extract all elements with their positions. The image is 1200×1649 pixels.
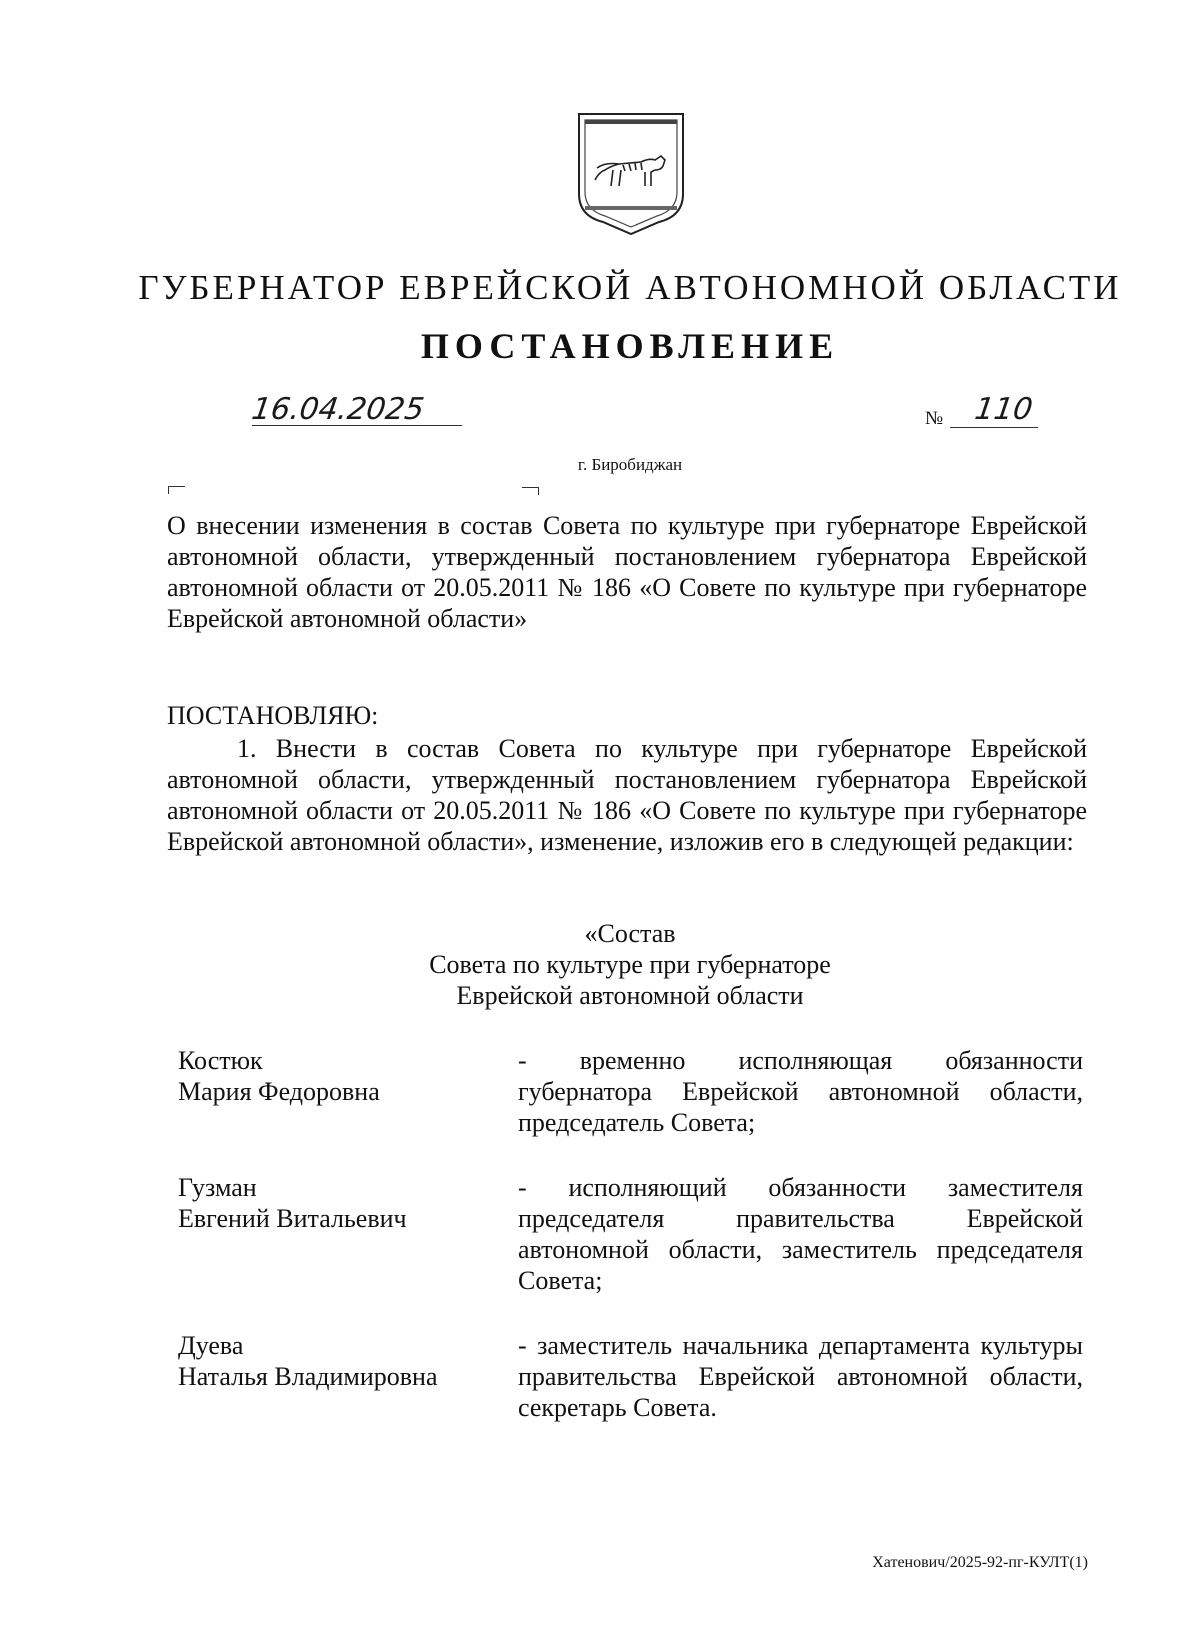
- member-surname: Дуева: [178, 1331, 244, 1360]
- city: г. Биробиджан: [577, 455, 683, 474]
- member-given-name: Наталья Владимировна: [178, 1362, 438, 1391]
- document-type: ПОСТАНОВЛЕНИЕ: [420, 326, 840, 366]
- number-sign: №: [925, 408, 944, 429]
- member-role: - исполняющий обязанности заместителя председателя правительства Еврейской автономной области, заместитель председателя Совета;: [518, 1173, 1083, 1295]
- member-role: - заместитель начальника департамента культуры правительства Еврейской автономной области, секретарь Совета.: [518, 1331, 1083, 1422]
- issuing-authority: ГУБЕРНАТОР ЕВРЕЙСКОЙ АВТОНОМНОЙ ОБЛАСТИ: [138, 268, 1122, 307]
- member-name: [178, 1330, 498, 1392]
- coat-of-arms-tiger-icon: [575, 110, 687, 240]
- paragraph-1: 1. Внести в состав Совета по культуре при губернаторе Еврейской автономной области, утвержденный постановлением губернатора Еврейской автономной области от 20.05.2011 № 186 «О Совете по культуре при губернаторе Еврейской автономной области», изменение, изложив его в следующей редакции:: [167, 734, 1087, 856]
- document-date: 16.04.2025: [249, 392, 427, 427]
- member-given-name: Мария Федоровна: [178, 1077, 380, 1106]
- composition-title-line-2: Совета по культуре при губернаторе: [429, 950, 831, 979]
- composition-title-line-1: «Состав: [584, 919, 676, 948]
- composition-title: [0, 918, 1200, 1011]
- footer-reference: Хатенович/2025-92-пг-КУЛТ(1): [872, 1554, 1088, 1571]
- subject-corner-right: [522, 487, 539, 495]
- document-subject: О внесении изменения в состав Совета по культуре при губернаторе Еврейской автономной области, утвержденный постановлением губернатора Еврейской автономной области от 20.05.2011 № 186 «О Совете по культуре при губернаторе Еврейской автономной области»: [167, 511, 1087, 633]
- member-surname: Костюк: [178, 1046, 263, 1075]
- member-role: - временно исполняющая обязанности губернатора Еврейской автономной области, председатель Совета;: [518, 1046, 1083, 1137]
- number-underline: [950, 427, 1038, 428]
- document-number: 110: [972, 392, 1035, 427]
- decree-word: ПОСТАНОВЛЯЮ:: [167, 701, 379, 730]
- member-surname: Гузман: [178, 1173, 257, 1202]
- composition-title-line-3: Еврейской автономной области: [456, 981, 804, 1010]
- member-name: [178, 1045, 498, 1107]
- date-underline: [252, 425, 462, 426]
- member-given-name: Евгений Витальевич: [178, 1204, 407, 1233]
- subject-corner-left: [168, 486, 185, 494]
- member-name: [178, 1172, 498, 1234]
